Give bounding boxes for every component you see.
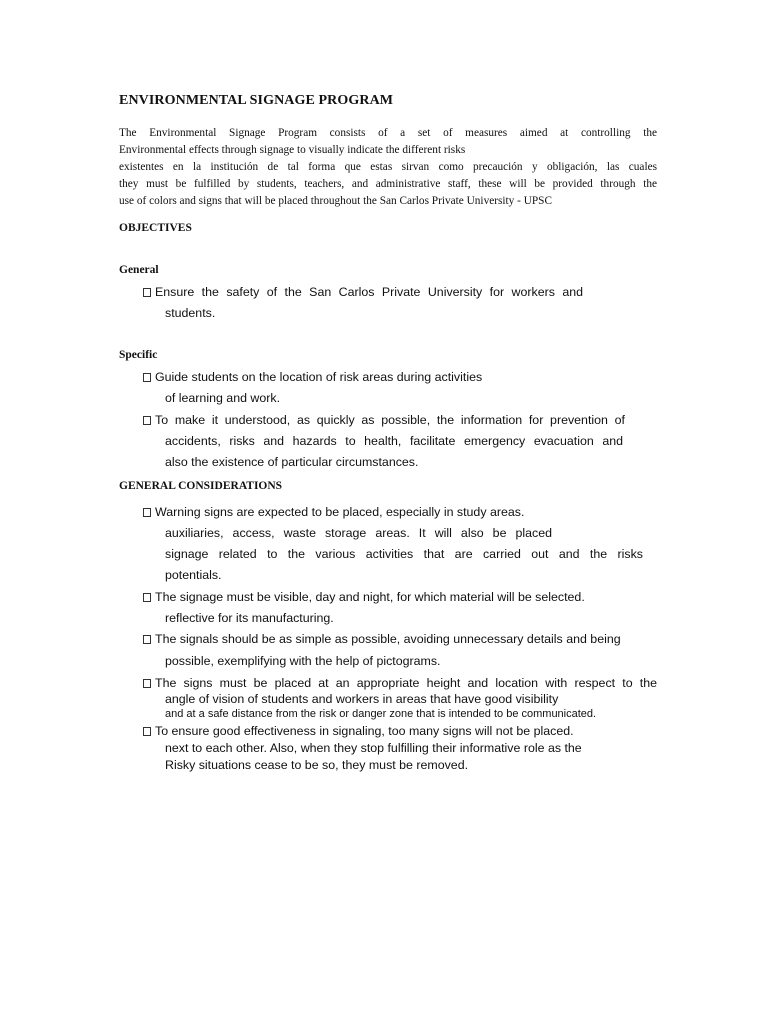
objectives-heading: OBJECTIVES <box>119 222 192 234</box>
specific-heading: Specific <box>119 349 158 361</box>
list-item: The signs must be placed at an appropriate height and location with respect to the angle of vision of students and workers in areas that have good visibility and at a safe distance from the risk or danger zone that is intended to be communicated. <box>143 676 657 723</box>
document-title: ENVIRONMENTAL SIGNAGE PROGRAM <box>119 93 394 108</box>
general-heading: General <box>119 264 159 276</box>
list-item: The signals should be as simple as possible, avoiding unnecessary details and being possible, exemplifying with the help of pictograms. <box>143 632 621 675</box>
list-item: The signage must be visible, day and night, for which material will be selected. reflective for its manufacturing. <box>143 590 585 632</box>
intro-line: use of colors and signs that will be placed throughout the San Carlos Private University - UPSC <box>119 195 552 207</box>
checkbox-bullet-icon <box>143 679 151 688</box>
list-item: Warning signs are expected to be placed, especially in study areas. auxiliaries, access, waste storage areas. It will also be placed signage related to the various activities that are carried out and the risks potentials. <box>143 505 643 589</box>
list-item: Guide students on the location of risk areas during activities of learning and work. <box>143 370 482 412</box>
list-item: To make it understood, as quickly as possible, the information for prevention of accidents, risks and hazards to health, facilitate emergency evacuation and also the existence of particular circumstances. <box>143 413 625 476</box>
considerations-heading: GENERAL CONSIDERATIONS <box>119 480 283 492</box>
list-item: Ensure the safety of the San Carlos Private University for workers and students. <box>143 285 583 327</box>
intro-line: The Environmental Signage Program consists of a set of measures aimed at controlling the <box>119 127 657 139</box>
checkbox-bullet-icon <box>143 373 151 382</box>
checkbox-bullet-icon <box>143 635 151 644</box>
list-item: To ensure good effectiveness in signaling, too many signs will not be placed. next to each other. Also, when they stop fulfilling their informative role as the Risky situations cease to be so, they must be removed. <box>143 724 582 775</box>
checkbox-bullet-icon <box>143 727 151 736</box>
checkbox-bullet-icon <box>143 593 151 602</box>
intro-line: Environmental effects through signage to visually indicate the different risks <box>119 144 466 156</box>
checkbox-bullet-icon <box>143 508 151 517</box>
intro-line: existentes en la institución de tal forma que estas sirvan como precaución y obligación, las cuales <box>119 161 657 173</box>
intro-line: they must be fulfilled by students, teachers, and administrative staff, these will be provided through the <box>119 178 657 190</box>
checkbox-bullet-icon <box>143 288 151 297</box>
intro-paragraph <box>119 125 657 210</box>
checkbox-bullet-icon <box>143 416 151 425</box>
